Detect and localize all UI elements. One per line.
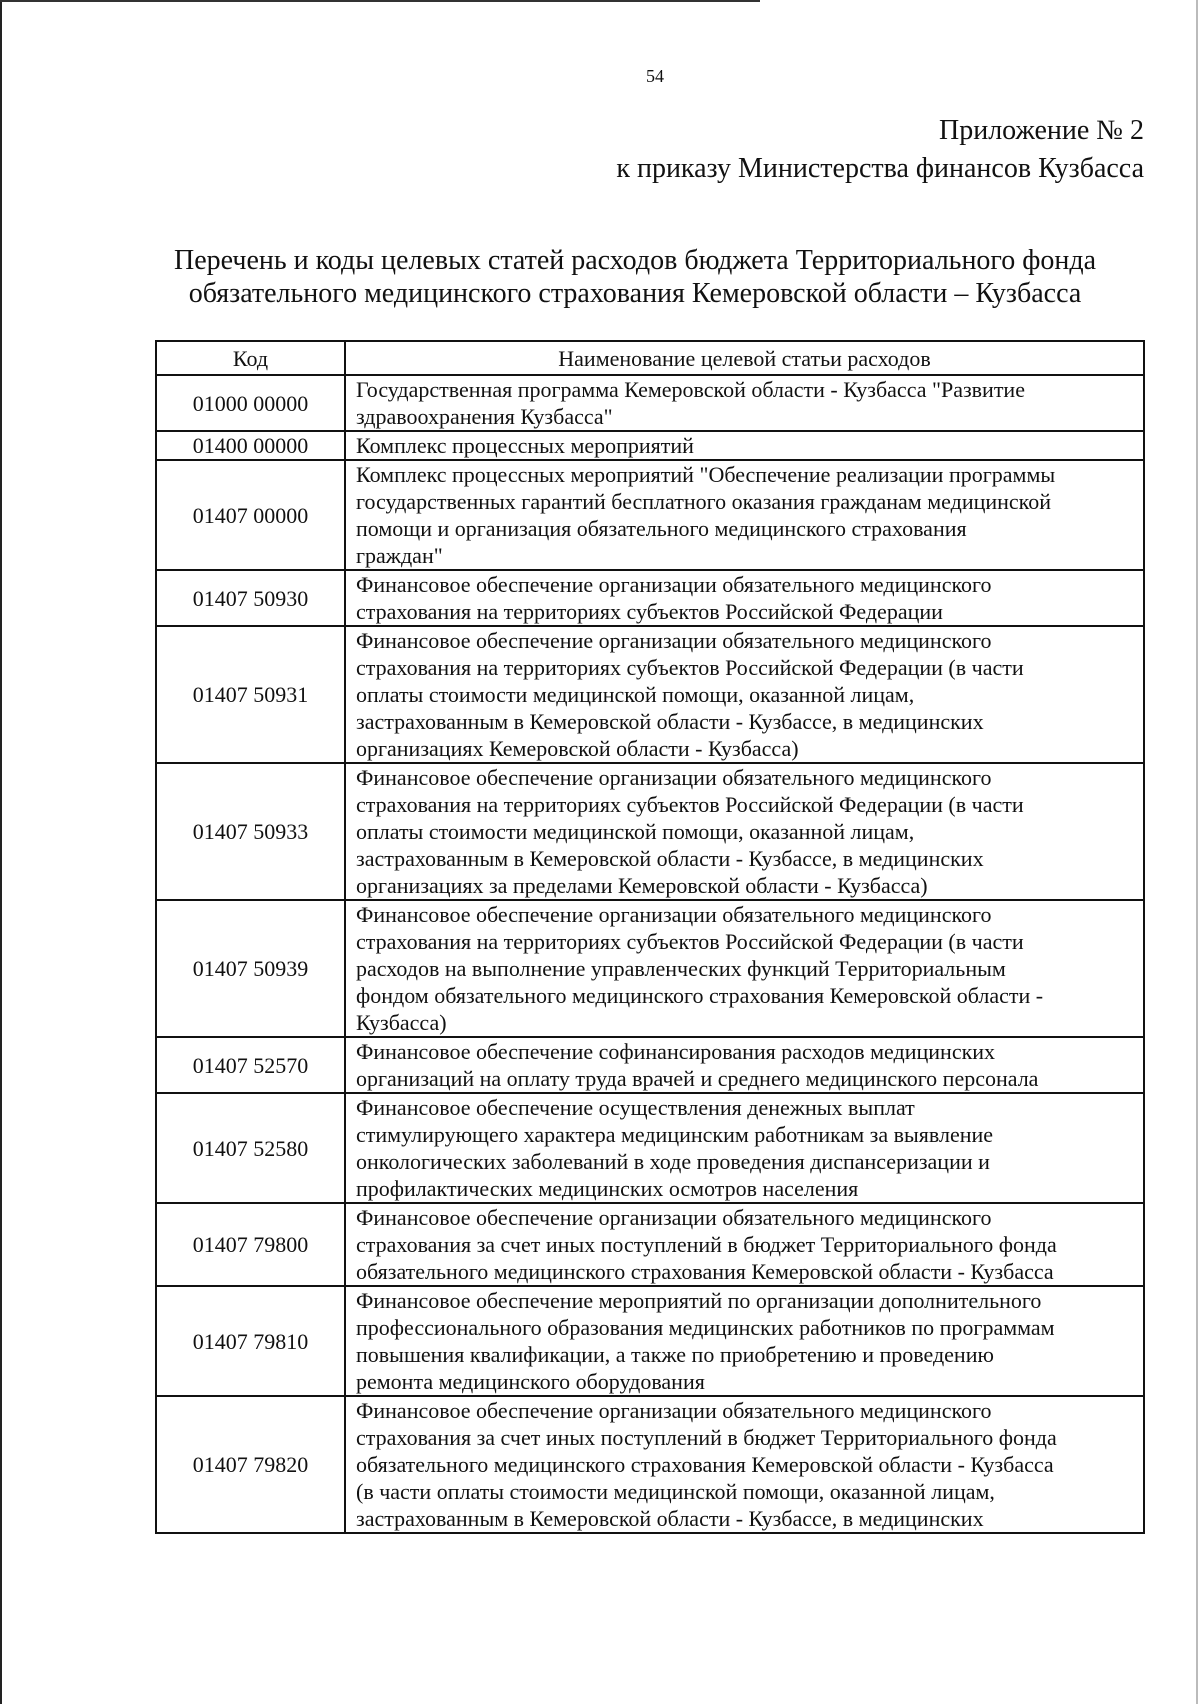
appendix-block [616,112,1144,188]
row-name-line: государственных гарантий бесплатного оказания гражданам медицинской [356,489,1052,514]
row-name-line: оплаты стоимости медицинской помощи, оказанной лицам, [356,682,915,707]
row-name-line: профессионального образования медицинских работников по программам [356,1315,1055,1340]
row-name-line: застрахованным в Кемеровской области - Кузбассе, в медицинских [356,1506,984,1531]
row-name-line: фондом обязательного медицинского страхования Кемеровской области - [356,983,1044,1008]
table-row [156,1286,1144,1396]
document-title-line-2: обязательного медицинского страхования Кемеровской области – Кузбасса [188,278,1082,309]
appendix-number: Приложение № 2 [939,115,1144,146]
table-body [156,375,1144,1533]
row-name-line: Финансовое обеспечение софинансирования расходов медицинских [356,1039,996,1064]
row-code: 01000 00000 [156,375,345,431]
row-name-line: Финансовое обеспечение организации обязательного медицинского [356,1398,992,1423]
table-row [156,900,1144,1037]
row-name [345,460,1144,570]
document-title [160,244,1110,310]
row-name-line: обязательного медицинского страхования Кемеровской области - Кузбасса [356,1259,1054,1284]
row-code: 01407 79810 [156,1286,345,1396]
row-name-line: ремонта медицинского оборудования [356,1369,705,1394]
row-name-line: Финансовое обеспечение мероприятий по организации дополнительного [356,1288,1042,1313]
row-name-line: Комплекс процессных мероприятий "Обеспечение реализации программы [356,462,1056,487]
row-code: 01400 00000 [156,431,345,460]
row-name [345,763,1144,900]
document-title-line-1: Перечень и коды целевых статей расходов бюджета Территориального фонда [173,245,1097,276]
appendix-order-reference: к приказу Министерства финансов Кузбасса [616,153,1144,184]
row-name-line: Финансовое обеспечение организации обязательного медицинского [356,765,992,790]
table-row [156,570,1144,626]
row-name-line: организаций на оплату труда врачей и среднего медицинского персонала [356,1066,1039,1091]
row-name-line: помощи и организация обязательного медицинского страхования [356,516,967,541]
row-name-line: Финансовое обеспечение организации обязательного медицинского [356,572,992,597]
row-code: 01407 50930 [156,570,345,626]
row-name-line: застрахованным в Кемеровской области - Кузбассе, в медицинских [356,709,984,734]
expense-codes-table [155,340,1145,1534]
row-name [345,1203,1144,1286]
row-code: 01407 00000 [156,460,345,570]
row-name-line: Государственная программа Кемеровской области - Кузбасса "Развитие [356,377,1025,402]
row-name [345,570,1144,626]
row-name-line: застрахованным в Кемеровской области - Кузбассе, в медицинских [356,846,984,871]
row-name [345,1037,1144,1093]
table-row [156,626,1144,763]
table-row [156,375,1144,431]
row-name-line: страхования на территориях субъектов Российской Федерации (в части [356,792,1024,817]
row-name-line: онкологических заболеваний в ходе проведения диспансеризации и [356,1149,990,1174]
row-name [345,1286,1144,1396]
row-name [345,900,1144,1037]
table-row [156,460,1144,570]
row-name-line: Кузбасса) [356,1010,447,1035]
table-row [156,431,1144,460]
row-name-line: страхования за счет иных поступлений в бюджет Территориального фонда [356,1232,1057,1257]
row-name [345,626,1144,763]
scan-edge-top [0,0,760,2]
row-name-line: граждан" [356,543,443,568]
header-name: Наименование целевой статьи расходов [345,341,1144,375]
row-name-line: организациях Кемеровской области - Кузбасса) [356,736,799,761]
table-row [156,1396,1144,1533]
row-name-line: организациях за пределами Кемеровской области - Кузбасса) [356,873,928,898]
row-code: 01407 50931 [156,626,345,763]
row-code: 01407 50939 [156,900,345,1037]
row-name [345,375,1144,431]
header-code: Код [156,341,345,375]
row-code: 01407 79820 [156,1396,345,1533]
row-name-line: повышения квалификации, а также по приобретению и проведению [356,1342,994,1367]
page-number: 54 [646,66,664,86]
table-row [156,1037,1144,1093]
row-name-line: Финансовое обеспечение организации обязательного медицинского [356,628,992,653]
scan-edge-right [1196,0,1198,1704]
row-code: 01407 52570 [156,1037,345,1093]
row-name [345,431,1144,460]
row-name-line: страхования на территориях субъектов Российской Федерации [356,599,943,624]
row-name-line: страхования за счет иных поступлений в бюджет Территориального фонда [356,1425,1057,1450]
row-name-line: страхования на территориях субъектов Российской Федерации (в части [356,655,1024,680]
row-name-line: Финансовое обеспечение организации обязательного медицинского [356,902,992,927]
row-name-line: оплаты стоимости медицинской помощи, оказанной лицам, [356,819,915,844]
row-name-line: Финансовое обеспечение осуществления денежных выплат [356,1095,915,1120]
table-row [156,1093,1144,1203]
table-row [156,763,1144,900]
row-name-line: Финансовое обеспечение организации обязательного медицинского [356,1205,992,1230]
table-row [156,1203,1144,1286]
row-name-line: (в части оплаты стоимости медицинской помощи, оказанной лицам, [356,1479,995,1504]
row-name-line: Комплекс процессных мероприятий [356,433,694,458]
scan-edge-left [0,0,2,1704]
row-name-line: стимулирующего характера медицинским работникам за выявление [356,1122,994,1147]
row-name-line: здравоохранения Кузбасса" [356,404,613,429]
row-code: 01407 79800 [156,1203,345,1286]
row-name [345,1396,1144,1533]
row-name-line: расходов на выполнение управленческих функций Территориальным [356,956,1006,981]
row-name [345,1093,1144,1203]
row-name-line: страхования на территориях субъектов Российской Федерации (в части [356,929,1024,954]
table-header-row [156,341,1144,375]
row-code: 01407 52580 [156,1093,345,1203]
row-code: 01407 50933 [156,763,345,900]
row-name-line: профилактических медицинских осмотров населения [356,1176,859,1201]
row-name-line: обязательного медицинского страхования Кемеровской области - Кузбасса [356,1452,1054,1477]
